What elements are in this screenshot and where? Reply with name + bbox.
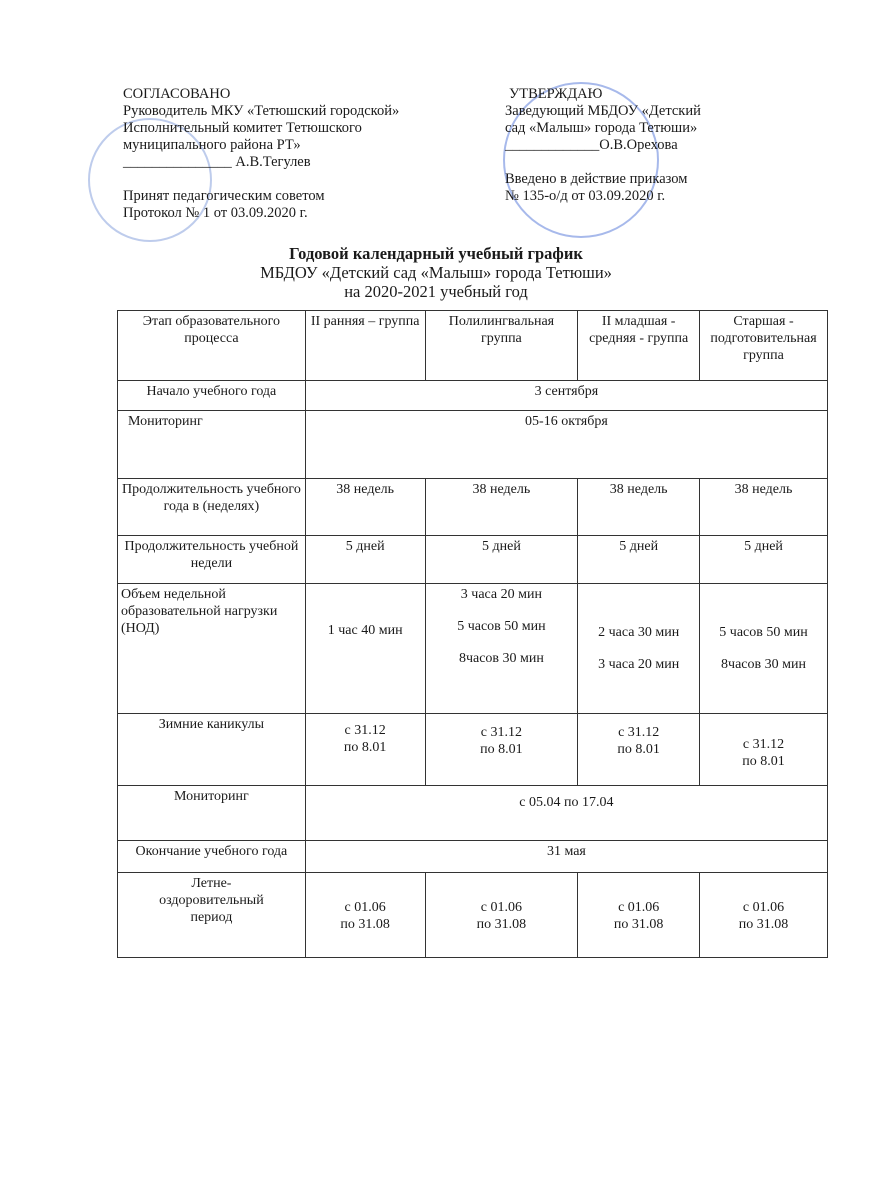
cell-line: 2 часа 30 мин	[598, 625, 680, 640]
cell	[578, 873, 700, 958]
cell-line: 8часов 30 мин	[721, 657, 806, 672]
cell	[425, 873, 578, 958]
header-cell: Полилингвальная группа	[425, 311, 578, 381]
schedule-table	[117, 310, 828, 958]
cell	[700, 873, 828, 958]
document-title: Годовой календарный учебный график	[289, 244, 583, 263]
cell: 38 недель	[700, 479, 828, 536]
table-row	[118, 873, 828, 958]
cell-line: 3 часа 20 мин	[598, 657, 680, 672]
signature-line: _______________ А.В.Тегулев	[123, 154, 311, 170]
row-label: Мониторинг	[118, 786, 306, 841]
approver-line: Заведующий МБДОУ «Детский	[505, 103, 701, 119]
cell: с 05.04 по 17.04	[305, 786, 827, 841]
table-row	[118, 841, 828, 873]
row-label: Продолжительность учебной недели	[118, 536, 306, 584]
cell-line: 5 часов 50 мин	[719, 625, 808, 640]
cell-line: 5 часов 50 мин	[457, 619, 546, 634]
cell: 31 мая	[305, 841, 827, 873]
cell-line: по 31.08	[738, 917, 789, 932]
header-cell: II ранняя – группа	[305, 311, 425, 381]
approval-block-right	[505, 86, 701, 205]
cell-line: по 31.08	[476, 917, 527, 932]
cell-line: по 8.01	[480, 742, 523, 757]
cell-line: 8часов 30 мин	[458, 651, 544, 666]
table-row	[118, 714, 828, 786]
cell: 3 сентября	[305, 381, 827, 411]
cell: 5 дней	[425, 536, 578, 584]
cell	[305, 714, 425, 786]
cell-line: по 8.01	[742, 754, 785, 769]
row-label: Зимние каникулы	[118, 714, 306, 786]
protocol-text: Протокол № 1 от 03.09.2020 г.	[123, 205, 308, 221]
cell	[578, 584, 700, 714]
approver-line: сад «Малыш» города Тетюши»	[505, 120, 698, 136]
cell: 1 час 40 мин	[305, 584, 425, 714]
order-text: Введено в действие приказом	[505, 171, 688, 187]
approver-line: Руководитель МКУ «Тетюшский городской»	[123, 103, 400, 119]
council-text: Принят педагогическим советом	[123, 188, 325, 204]
organization-name: МБДОУ «Детский сад «Малыш» города Тетюши»	[260, 263, 612, 282]
cell-line: с 31.12	[618, 725, 660, 740]
approval-block-left	[123, 86, 399, 222]
row-label: Окончание учебного года	[118, 841, 306, 873]
cell	[700, 714, 828, 786]
cell-line: с 01.06	[480, 900, 523, 915]
cell-line: по 31.08	[613, 917, 664, 932]
order-text: № 135-о/д от 03.09.2020 г.	[505, 188, 666, 204]
signature-line: _____________О.В.Орехова	[505, 137, 678, 153]
cell-line: с 01.06	[618, 900, 660, 915]
cell: 5 дней	[305, 536, 425, 584]
row-label: Начало учебного года	[118, 381, 306, 411]
row-label: Продолжительность учебного года в (неделях)	[118, 479, 306, 536]
cell: 38 недель	[578, 479, 700, 536]
table-row	[118, 536, 828, 584]
cell	[700, 584, 828, 714]
cell: 38 недель	[305, 479, 425, 536]
row-label: Мониторинг	[118, 411, 306, 479]
cell-line: по 8.01	[343, 740, 387, 755]
header-cell: Старшая - подготовительная группа	[700, 311, 828, 381]
cell-line: 3 часа 20 мин	[460, 587, 542, 602]
table-row	[118, 786, 828, 841]
approved-label: СОГЛАСОВАНО	[123, 86, 231, 102]
cell: 38 недель	[425, 479, 578, 536]
cell: 5 дней	[578, 536, 700, 584]
academic-year: на 2020-2021 учебный год	[344, 282, 528, 301]
cell-line: с 31.12	[344, 723, 386, 738]
cell: 5 дней	[700, 536, 828, 584]
approve-label: УТВЕРЖДАЮ	[509, 86, 603, 102]
cell-line: с 01.06	[344, 900, 386, 915]
cell-line: по 31.08	[340, 917, 390, 932]
approver-line: Исполнительный комитет Тетюшского	[123, 120, 362, 136]
approver-line: муниципального района РТ»	[123, 137, 301, 153]
row-label: Объем недельной образовательной нагрузки (НОД)	[118, 584, 306, 714]
cell: 05-16 октября	[305, 411, 827, 479]
cell-line: с 01.06	[742, 900, 785, 915]
table-header-row	[118, 311, 828, 381]
table-row	[118, 411, 828, 479]
header-cell: Этап образовательного процесса	[118, 311, 306, 381]
table-row	[118, 584, 828, 714]
cell	[578, 714, 700, 786]
cell-line: с 31.12	[742, 737, 785, 752]
header-cell: II младшая - средняя - группа	[578, 311, 700, 381]
row-label: Летне-оздоровительный период	[118, 873, 306, 958]
cell	[425, 714, 578, 786]
cell	[305, 873, 425, 958]
cell	[425, 584, 578, 714]
table-row	[118, 381, 828, 411]
cell-line: по 8.01	[617, 742, 660, 757]
cell-line: с 31.12	[480, 725, 523, 740]
table-row	[118, 479, 828, 536]
